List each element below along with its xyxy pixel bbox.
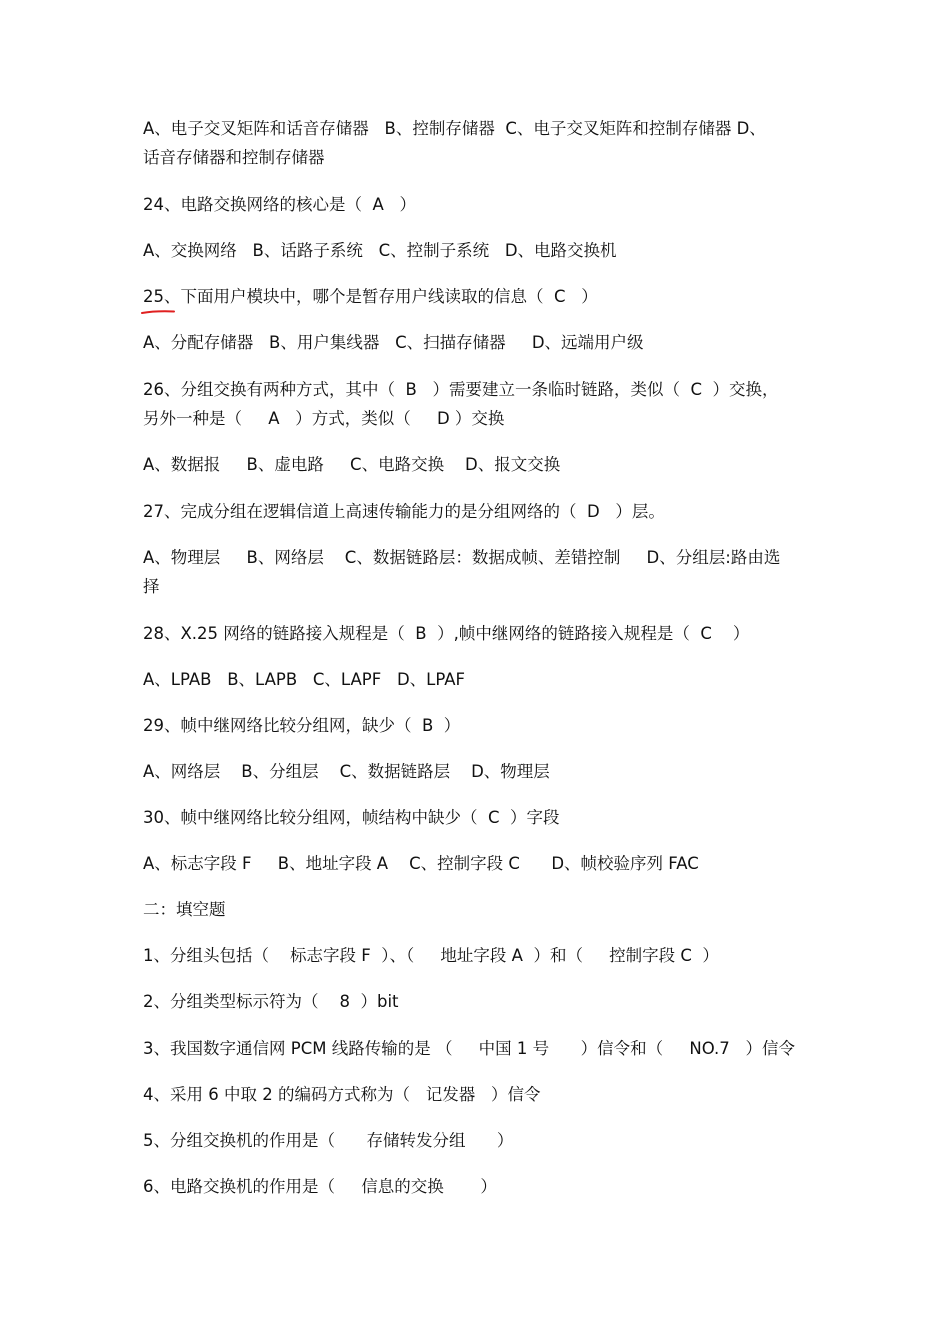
q30-question: 30、帧中继网络比较分组网，帧结构中缺少（ C ）字段 [143, 808, 560, 827]
fill-q3: 3、我国数字通信网 PCM 线路传输的是 （ 中国 1 号 ）信令和（ NO.7 ）信令 [143, 1039, 795, 1058]
q27-options-line2: 择 [143, 577, 160, 596]
q26-options: A、数据报 B、虚电路 C、电路交换 D、报文交换 [143, 455, 561, 474]
q25-options: A、分配存储器 B、用户集线器 C、扫描存储器 D、远端用户级 [143, 333, 644, 352]
q27-question: 27、完成分组在逻辑信道上高速传输能力的是分组网络的（ D ）层。 [143, 502, 665, 521]
q29-question: 29、帧中继网络比较分组网，缺少（ B ） [143, 716, 461, 735]
fill-q2: 2、分组类型标示符为（ 8 ）bit [143, 992, 399, 1011]
fill-q1: 1、分组头包括（ 标志字段 F ）、（ 地址字段 A ）和（ 控制字段 C ） [143, 946, 719, 965]
q27-options-line1: A、物理层 B、网络层 C、数据链路层：数据成帧、差错控制 D、分组层:路由选 [143, 548, 781, 567]
red-underline-annotation [141, 310, 175, 314]
q23-options-line2: 话音存储器和控制存储器 [143, 148, 325, 167]
q29-options: A、网络层 B、分组层 C、数据链路层 D、物理层 [143, 762, 550, 781]
fill-q4: 4、采用 6 中取 2 的编码方式称为（ 记发器 ）信令 [143, 1085, 541, 1104]
q24-question: 24、电路交换网络的核心是（ A ） [143, 195, 417, 214]
section-heading-fill-in: 二：填空题 [143, 900, 226, 919]
q28-options: A、LPAB B、LAPB C、LAPF D、LPAF [143, 670, 466, 689]
fill-q6: 6、电路交换机的作用是（ 信息的交换 ） [143, 1177, 497, 1196]
q26-question-line1: 26、分组交换有两种方式，其中（ B ）需要建立一条临时链路，类似（ C ）交换， [143, 380, 779, 399]
q23-options-line1: A、电子交叉矩阵和话音存储器 B、控制存储器 C、电子交叉矩阵和控制存储器 D、 [143, 119, 766, 138]
q28-question: 28、X.25 网络的链路接入规程是（ B ）,帧中继网络的链路接入规程是（ C ） [143, 624, 750, 643]
q30-options: A、标志字段 F B、地址字段 A C、控制字段 C D、帧校验序列 FAC [143, 854, 699, 873]
q25-question: 25、下面用户模块中，哪个是暂存用户线读取的信息（ C ） [143, 287, 598, 306]
q24-options: A、交换网络 B、话路子系统 C、控制子系统 D、电路交换机 [143, 241, 617, 260]
fill-q5: 5、分组交换机的作用是（ 存储转发分组 ） [143, 1131, 514, 1150]
q26-question-line2: 另外一种是（ A ）方式，类似（ D ）交换 [143, 409, 505, 428]
